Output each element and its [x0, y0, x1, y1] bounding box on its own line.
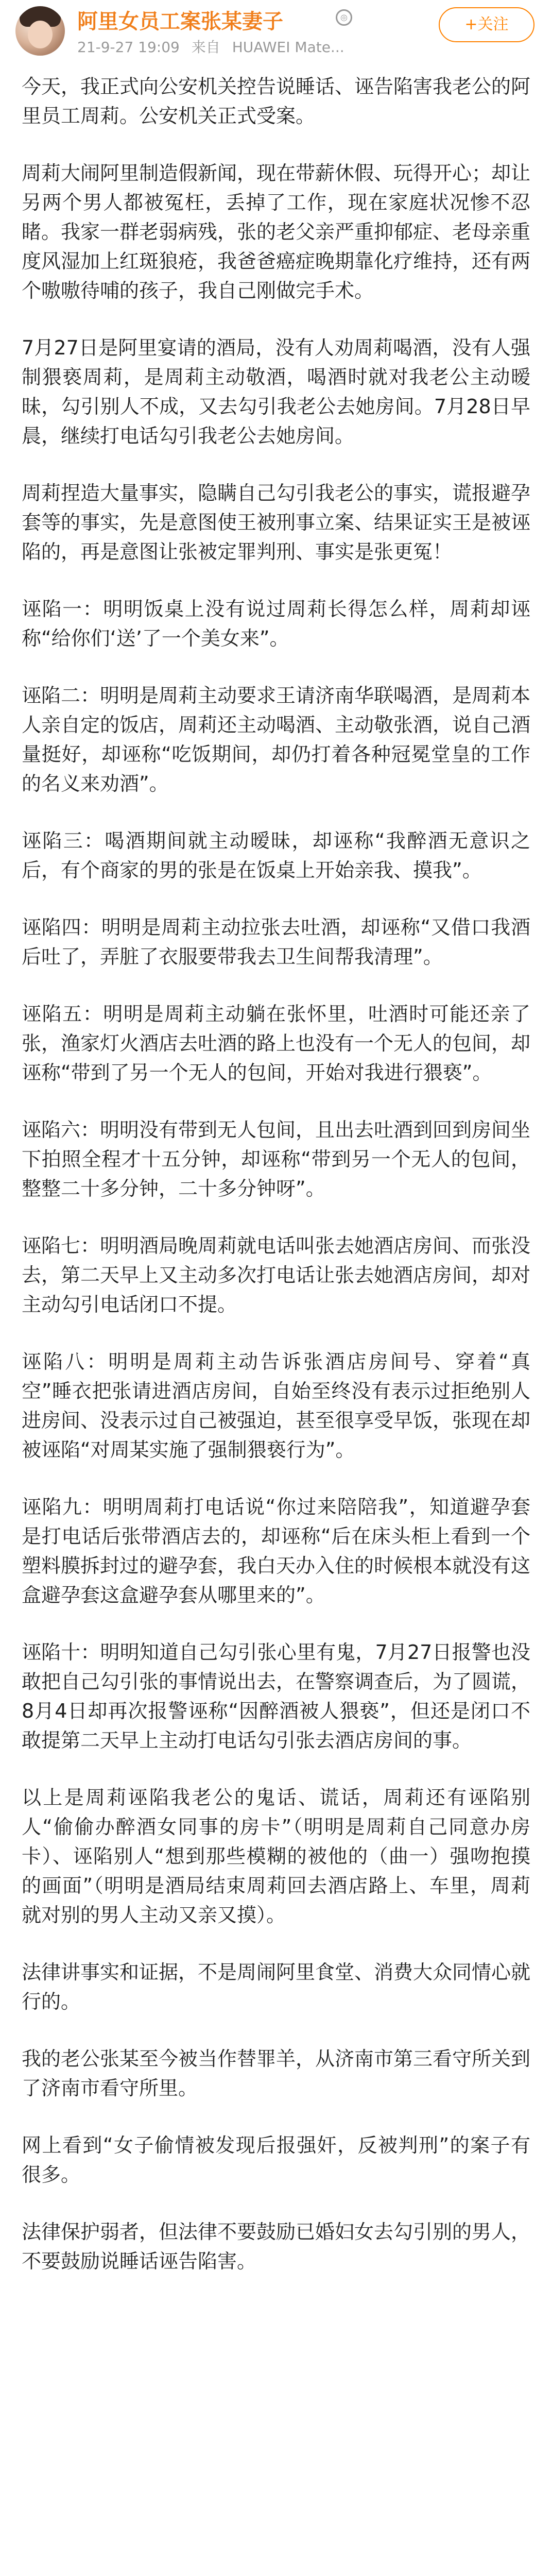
paragraph: 网上看到“女子偷情被发现后报强奸，反被判刑”的案子有很多。: [22, 2134, 530, 2186]
paragraph: 诬陷十：明明知道自己勾引张心里有鬼，7月27日报警也没敢把自己勾引张的事情说出去，在警察调查后，为了圆谎，8月4日却再次报警诬称“因醉酒被人猥亵”，但还是闭口不敢提第二天早上主动打电话勾引张去酒店房间的事。: [22, 1641, 531, 1752]
paragraph: 诬陷八：明明是周莉主动告诉张酒店房间号、穿着“真空”睡衣把张请进酒店房间，自始至终没有表示过拒绝别人进房间、没表示过自己被强迫，甚至很享受早饭，张现在却被诬陷“对周某实施了强制猥亵行为”。: [22, 1350, 531, 1461]
paragraph: 法律保护弱者，但法律不要鼓励已婚妇女去勾引别的男人，不要鼓励说睡话诬告陷害。: [22, 2221, 531, 2273]
post-meta: [77, 36, 344, 57]
timestamp: 21-9-27 19:09: [77, 39, 180, 56]
paragraph: 诬陷七：明明酒局晚周莉就电话叫张去她酒店房间、而张没去，第二天早上又主动多次打电话让张去她酒店房间，却对主动勾引电话闭口不提。: [22, 1234, 531, 1316]
paragraph: 诬陷九：明明周莉打电话说“你过来陪陪我”，知道避孕套是打电话后张带酒店去的，却诬称“后在床头柜上看到一个塑料膜拆封过的避孕套，我白天办入住的时候根本就没有这盒避孕套这盒避孕套从哪里来的”。: [22, 1496, 531, 1606]
member-icon: ◎: [336, 9, 352, 26]
paragraph: 以上是周莉诬陷我老公的鬼话、谎话，周莉还有诬陷别人“偷偷办醉酒女同事的房卡”（明明是周莉自己同意办房卡）、诬陷别人“想到那些模糊的被他的（曲一）强吻抱摸的画面”（明明是酒局结束周莉回去酒店路上、车里，周莉就对别的男人主动又亲又摸）。: [22, 1786, 530, 1926]
paragraph: 诬陷一：明明饭桌上没有说过周莉长得怎么样，周莉却诬称“给你们‘送’了一个美女来”。: [22, 598, 530, 650]
paragraph: 诬陷六：明明没有带到无人包间，且出去吐酒到回到房间坐下拍照全程才十五分钟，却诬称“带到另一个无人的包间，整整二十多分钟，二十多分钟呀”。: [22, 1118, 531, 1200]
paragraph: 7月27日是阿里宴请的酒局，没有人劝周莉喝酒，没有人强制猥亵周莉，是周莉主动敬酒，喝酒时就对我老公主动暧昧，勾引别人不成，又去勾引我老公去她房间。7月28日早晨，继续打电话勾引我老公去她房间。: [22, 336, 530, 447]
paragraph: 法律讲事实和证据，不是周闹阿里食堂、消费大众同情心就行的。: [22, 1961, 531, 2013]
post-header: [0, 0, 552, 67]
paragraph: 我的老公张某至今被当作替罪羊，从济南市第三看守所关到了济南市看守所里。: [22, 2047, 531, 2099]
device-source: HUAWEI Mate...: [232, 39, 344, 56]
source-prefix: 来自: [191, 39, 220, 56]
paragraph: 今天，我正式向公安机关控告说睡话、诬告陷害我老公的阿里员工周莉。公安机关正式受案。: [22, 75, 531, 127]
paragraph: 诬陷四：明明是周莉主动拉张去吐酒，却诬称“又借口我酒后吐了，弄脏了衣服要带我去卫生间帮我清理”。: [22, 916, 530, 968]
paragraph: 诬陷三：喝酒期间就主动暧昧，却诬称“我醉酒无意识之后，有个商家的男的张是在饭桌上开始亲我、摸我”。: [22, 829, 530, 882]
avatar-face: [28, 21, 53, 48]
paragraph: 周莉大闹阿里制造假新闻，现在带薪休假、玩得开心；却让另两个男人都被冤枉，丢掉了工作，现在家庭状况惨不忍睹。我家一群老弱病残，张的老父亲严重抑郁症、老母亲重度风湿加上红斑狼疮，我爸爸癌症晚期靠化疗维持，还有两个嗷嗷待哺的孩子，我自己刚做完手术。: [22, 162, 531, 302]
username[interactable]: 阿里女员工案张某妻子: [77, 10, 283, 33]
follow-button[interactable]: +关注: [439, 7, 534, 42]
paragraph: 诬陷二：明明是周莉主动要求王请济南华联喝酒，是周莉本人亲自定的饭店，周莉还主动喝酒、主动敬张酒，说自己酒量挺好，却诬称“吃饭期间，却仍打着各种冠冕堂皇的工作的名义来劝酒”。: [22, 684, 531, 795]
post-content: [22, 72, 530, 2304]
paragraph: 周莉捏造大量事实，隐瞒自己勾引我老公的事实，谎报避孕套等的事实，先是意图使王被刑事立案、结果证实王是被诬陷的，再是意图让张被定罪判刑、事实是张更冤！: [22, 482, 531, 563]
paragraph: 诬陷五：明明是周莉主动躺在张怀里，吐酒时可能还亲了张，渔家灯火酒店去吐酒的路上也没有一个无人的包间，却诬称“带到了另一个无人的包间，开始对我进行猥亵”。: [22, 1003, 531, 1084]
avatar[interactable]: [15, 6, 65, 56]
